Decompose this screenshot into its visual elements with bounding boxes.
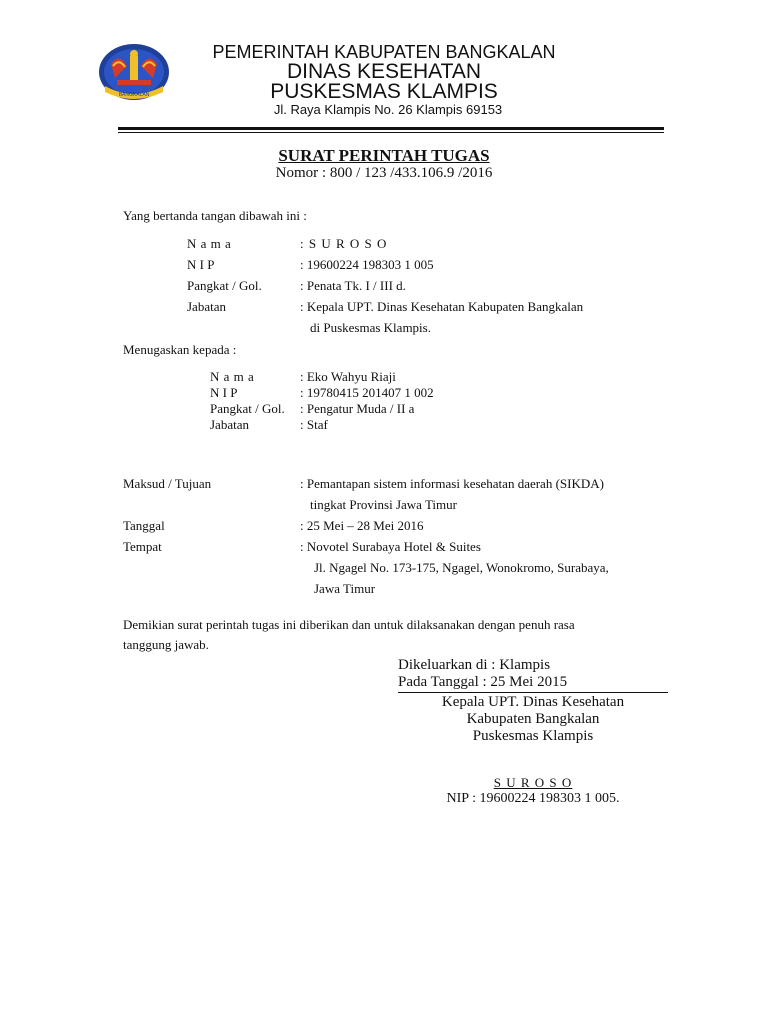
signer-pangkat-value: : Penata Tk. I / III d. — [300, 278, 406, 293]
header-line1: PEMERINTAH KABUPATEN BANGKALAN — [212, 42, 556, 62]
assignee-nip-label: N I P — [210, 385, 238, 400]
maksud-value2: tingkat Provinsi Jawa Timur — [310, 497, 457, 512]
header-address: Jl. Raya Klampis No. 26 Klampis 69153 — [273, 102, 503, 117]
tempat-value: : Novotel Surabaya Hotel & Suites — [300, 539, 481, 554]
signature-office1: Kepala UPT. Dinas Kesehatan — [441, 694, 625, 710]
tanggal-label: Tanggal — [123, 518, 165, 533]
signature-office2: Kabupaten Bangkalan — [466, 711, 600, 727]
signature-name: S U R O S O — [493, 775, 573, 790]
assignee-nip-value: : 19780415 201407 1 002 — [300, 385, 434, 400]
closing-line1: Demikian surat perintah tugas ini diberikan dan untuk dilaksanakan dengan penuh rasa — [123, 617, 575, 632]
header-line3: PUSKESMAS KLAMPIS — [270, 80, 498, 103]
document-number: Nomor : 800 / 123 /433.106.9 /2016 — [275, 165, 493, 181]
header-rule-thick — [118, 127, 664, 130]
assignee-pangkat-label: Pangkat / Gol. — [210, 401, 285, 416]
tanggal-value: : 25 Mei – 28 Mei 2016 — [300, 518, 424, 533]
tempat-label: Tempat — [123, 539, 162, 554]
tempat-value3: Jawa Timur — [314, 581, 376, 596]
assign-intro: Menugaskan kepada : — [123, 342, 237, 357]
signer-nama-label: N a m a — [187, 236, 232, 251]
signer-nip-label: N I P — [187, 257, 215, 272]
signer-jabatan-value: : Kepala UPT. Dinas Kesehatan Kabupaten Bangkalan — [300, 299, 584, 314]
bangkalan-logo — [97, 42, 171, 106]
issued-date: Pada Tanggal : 25 Mei 2015 — [398, 674, 568, 690]
closing-line2: tanggung jawab. — [123, 637, 209, 652]
logo-text: BANGKALAN — [118, 92, 150, 98]
header-line2: DINAS KESEHATAN — [286, 60, 482, 83]
signature-office3: Puskesmas Klampis — [472, 728, 594, 744]
tempat-value2: Jl. Ngagel No. 173-175, Ngagel, Wonokromo, Surabaya, — [314, 560, 609, 575]
signature-nip: NIP : 19600224 198303 1 005. — [446, 791, 620, 806]
assignee-nama-value: : Eko Wahyu Riaji — [300, 369, 396, 384]
maksud-label: Maksud / Tujuan — [123, 476, 212, 491]
signer-jabatan-value2: di Puskesmas Klampis. — [310, 320, 431, 335]
issued-at: Dikeluarkan di : Klampis — [398, 657, 551, 673]
signature-rule — [398, 692, 668, 693]
intro-text: Yang bertanda tangan dibawah ini : — [123, 208, 307, 223]
assignee-jabatan-label: Jabatan — [210, 417, 249, 432]
signer-pangkat-label: Pangkat / Gol. — [187, 278, 262, 293]
signer-jabatan-label: Jabatan — [187, 299, 226, 314]
document-title: SURAT PERINTAH TUGAS — [278, 146, 490, 165]
assignee-jabatan-value: : Staf — [300, 417, 328, 432]
header-rule-thin — [118, 132, 664, 133]
assignee-pangkat-value: : Pengatur Muda / II a — [300, 401, 415, 416]
signer-nip-value: : 19600224 198303 1 005 — [300, 257, 434, 272]
assignee-nama-label: N a m a — [210, 369, 255, 384]
signer-nama-value: : S U R O S O — [300, 236, 388, 251]
maksud-value: : Pemantapan sistem informasi kesehatan daerah (SIKDA) — [300, 476, 604, 491]
